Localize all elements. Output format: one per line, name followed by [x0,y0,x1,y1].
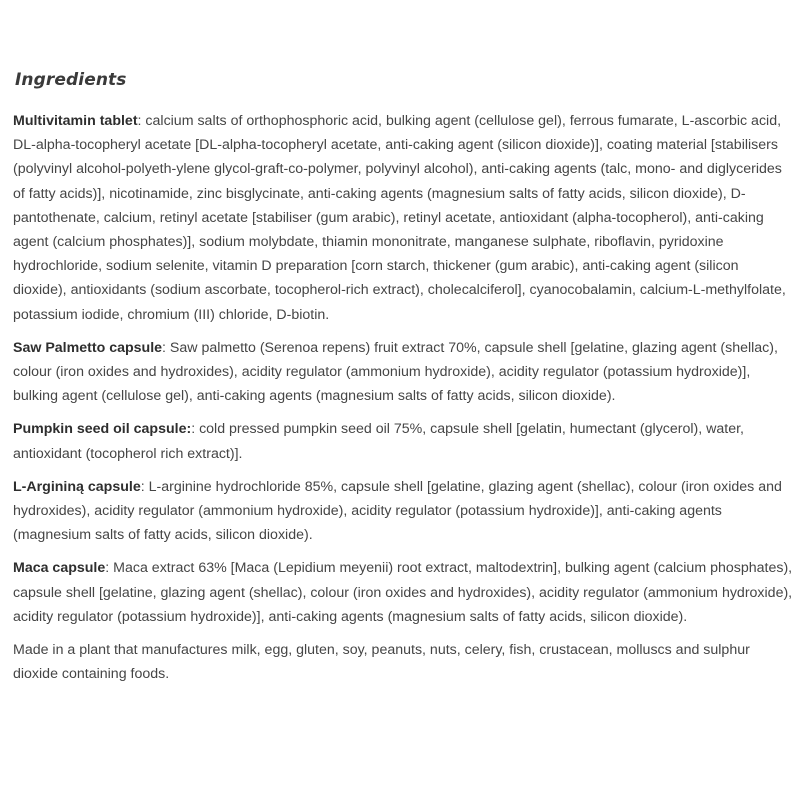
pumpkin-seed-oil-section [13,417,795,465]
saw-palmetto-section [13,336,795,409]
section-text: : cold pressed pumpkin seed oil 75%, capsule shell [gelatin, humectant (glycerol), water, antioxidant (tocopherol rich extract)]. [13,421,745,462]
maca-section [13,556,795,629]
multivitamin-section [13,109,795,327]
section-name: Saw Palmetto capsule [13,339,163,356]
allergen-note: Made in a plant that manufactures milk, egg, gluten, soy, peanuts, nuts, celery, fish, crustacean, molluscs and sulphur dioxide containing foods. [13,642,750,683]
section-name: Multivitamin tablet [13,113,138,129]
ingredients-heading: Ingredients [15,70,127,90]
l-arginine-section [13,475,795,548]
section-name: Pumpkin seed oil capsule: [13,421,192,438]
section-text: : L-arginine hydrochloride 85%, capsule shell [gelatine, glazing agent (shellac), colour (iron oxides and hydroxides), acidity regulator (ammonium hydroxide), acidity regulator (potassium hydroxide)], anti-caking agents (magnesium salts of fatty acids, silicon dioxide). [13,478,782,544]
section-text: : Maca extract 63% [Maca (Lepidium meyenii) root extract, maltodextrin], bulking agent (calcium phosphates), capsule shell [gelatine, glazing agent (shellac), colour (iron oxides and hydroxides), acidity regulator (ammonium hydroxide), acidity regulator (potassium hydroxide)], anti-caking agents (magnesium salts of fatty acids, silicon dioxide). [13,560,793,625]
section-name: Maca capsule [13,560,106,577]
ingredients-panel [13,70,795,695]
section-text: : calcium salts of orthophosphoric acid, bulking agent (cellulose gel), ferrous fumarate, L-ascorbic acid, DL-alpha-tocopheryl acetate [DL-alpha-tocopheryl acetate, anti-caking agent (silicon dioxide)], coating material [stabilisers (polyvinyl alcohol-polyeth-ylene glycol-graft-co-polymer, polyvinyl alcohol), anti-caking agents (talc, mono- and diglycerides of fatty acids)], nicotinamide, zinc bisglycinate, anti-caking agents (magnesium salts of fatty acids, silicon dioxide), D-pantothenate, calcium, retinyl acetate [stabiliser (gum arabic), retinyl acetate, antioxidant (alpha-tocopherol), anti-caking agent (calcium phosphates)], sodium molybdate, thiamin mononitrate, manganese sulphate, riboflavin, pyridoxine hydrochloride, sodium selenite, vitamin D preparation [corn starch, thickener (gum arabic), anti-caking agent (silicon dioxide), antioxidants (sodium ascorbate, tocopherol-rich extract), cholecalciferol], cyanocobalamin, calcium-L-methylfolate, potassium iodide, chromium (III) chloride, D-biotin. [13,113,786,323]
section-name: L-Argininą capsule [13,478,141,495]
section-text: : Saw palmetto (Serenoa repens) fruit extract 70%, capsule shell [gelatine, glazing agent (shellac), colour (iron oxides and hydroxides), acidity regulator (ammonium hydroxide), acidity regulator (potassium hydroxide)], bulking agent (cellulose gel), anti-caking agents (magnesium salts of fatty acids, silicon dioxide). [13,339,778,405]
